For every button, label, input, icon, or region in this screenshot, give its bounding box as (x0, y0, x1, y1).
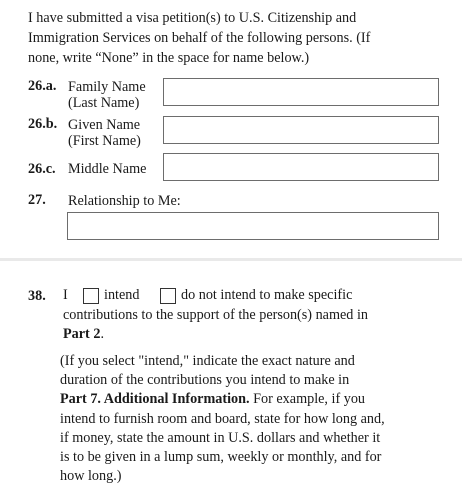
relationship-label: Relationship to Me: (68, 193, 181, 209)
note-line-5: if money, state the amount in U.S. dollars and whether it (60, 429, 381, 446)
note-line-2: duration of the contributions you intend to make in (60, 372, 350, 389)
family-name-label-line-1: Family Name (68, 79, 146, 95)
family-name-label (68, 79, 146, 111)
intro-text (28, 8, 438, 68)
contributions-note (60, 352, 440, 486)
item-number-27: 27. (28, 192, 46, 208)
note-line-3 (60, 390, 440, 409)
middle-name-label: Middle Name (68, 161, 147, 177)
part-2-reference: Part 2 (63, 326, 101, 342)
given-name-label (68, 117, 141, 149)
given-name-label-line-1: Given Name (68, 117, 141, 133)
intro-line-1: I have submitted a visa petition(s) to U.S. Citizenship and (28, 10, 357, 26)
part-7-reference: Part 7. Additional Information. (60, 391, 250, 408)
item-number-26b: 26.b. (28, 116, 58, 132)
intro-line-3: none, write “None” in the space for name below.) (28, 50, 310, 66)
section-divider (0, 258, 462, 261)
question-38-line-3-end: . (100, 326, 104, 342)
given-name-field[interactable] (163, 116, 439, 144)
not-intend-checkbox[interactable] (160, 288, 176, 304)
not-intend-option-label: do not intend to make specific (181, 287, 353, 303)
intend-option-label: intend (104, 287, 140, 303)
note-line-3-rest: For example, if you (249, 391, 366, 408)
note-line-7: how long.) (60, 468, 122, 485)
question-38-line-3 (63, 325, 104, 344)
intend-checkbox[interactable] (83, 288, 99, 304)
intro-line-2: Immigration Services on behalf of the following persons. (If (28, 30, 371, 46)
note-line-4: intend to furnish room and board, state for how long and, (60, 410, 385, 427)
item-number-26c: 26.c. (28, 161, 56, 177)
middle-name-field[interactable] (163, 153, 439, 181)
item-number-26a: 26.a. (28, 78, 57, 94)
item-number-38: 38. (28, 288, 46, 304)
question-38-line-2: contributions to the support of the person(s) named in (63, 307, 368, 323)
pronoun-i: I (63, 287, 68, 303)
relationship-field[interactable] (67, 212, 439, 240)
family-name-field[interactable] (163, 78, 439, 106)
family-name-label-line-2: (Last Name) (68, 95, 140, 111)
note-line-6: is to be given in a lump sum, weekly or monthly, and for (60, 449, 382, 466)
note-line-1: (If you select "intend," indicate the exact nature and (60, 353, 355, 369)
given-name-label-line-2: (First Name) (68, 133, 141, 149)
